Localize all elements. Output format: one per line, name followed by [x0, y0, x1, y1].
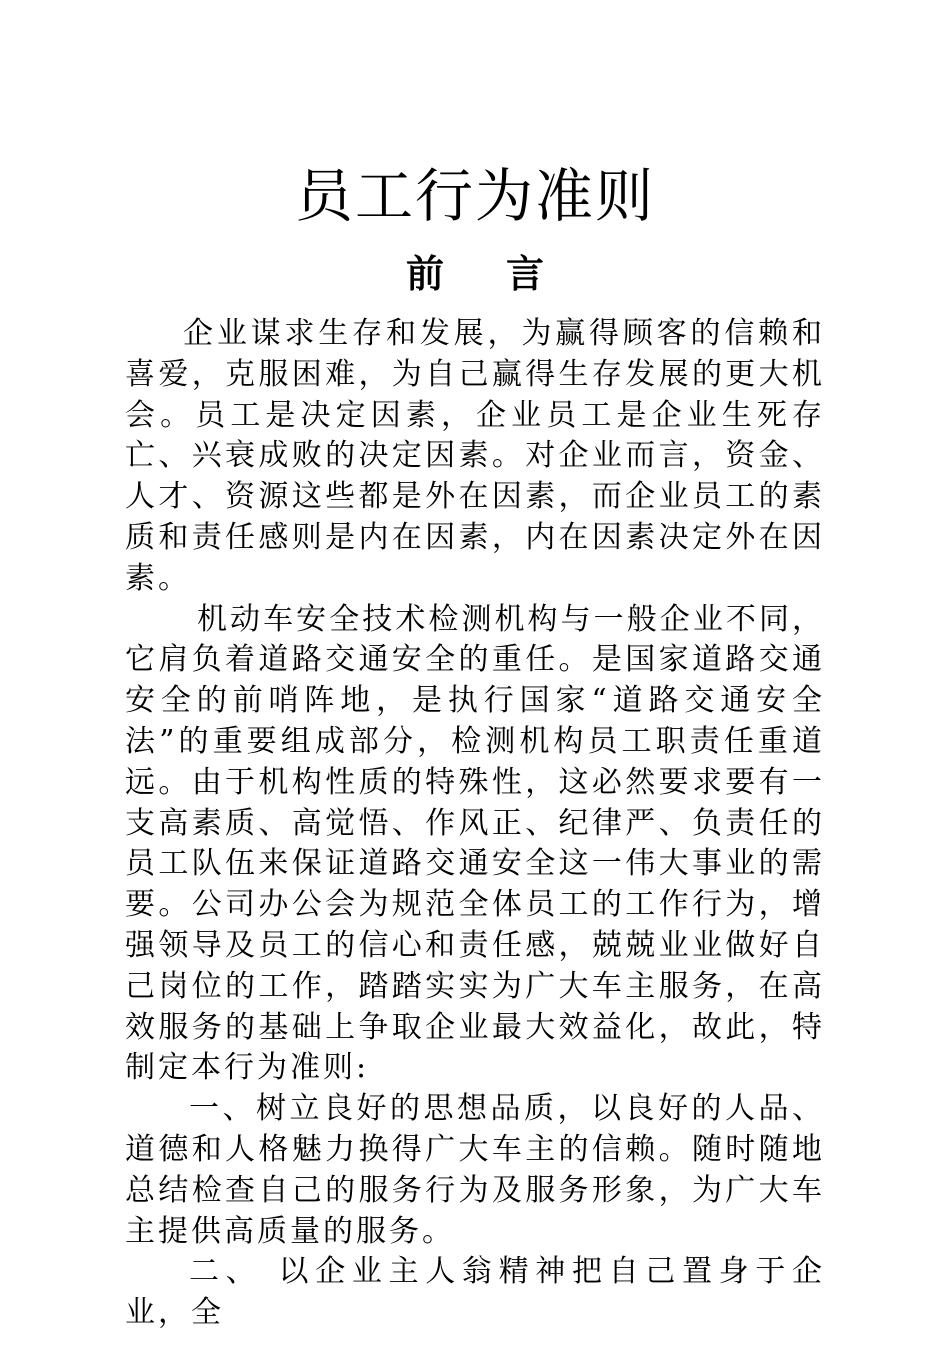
document-body	[125, 314, 825, 1334]
paragraph-background: 机动车安全技术检测机构与一般企业不同，它肩负着道路交通安全的重任。是国家道路交通安全的前哨阵地，是执行国家“道路交通安全法”的重要组成部分，检测机构员工职责任重道远。由于机构性质的特殊性，这必然要求要有一支高素质、高觉悟、作风正、纪律严、负责任的员工队伍来保证道路交通安全这一伟大事业的需要。公司办公会为规范全体员工的工作行为，增强领导及员工的信心和责任感，兢兢业业做好自己岗位的工作，踏踏实实为广大车主服务，在高效服务的基础上争取企业最大效益化，故此，特制定本行为准则:	[125, 601, 825, 1086]
document-title: 员工行为准则	[294, 162, 655, 230]
paragraph-rule-2: 二、 以企业主人翁精神把自己置身于企业，全	[125, 1254, 825, 1331]
paragraph-intro: 企业谋求生存和发展，为赢得顾客的信赖和喜爱，克服困难，为自己赢得生存发展的更大机会。员工是决定因素，企业员工是企业生死存亡、兴衰成败的决定因素。对企业而言，资金、人才、资源这些都是外在因素，而企业员工的素质和责任感则是内在因素，内在因素决定外在因素。	[125, 316, 825, 596]
section-heading-preface: 前言	[405, 251, 606, 296]
paragraph-rule-1: 一、树立良好的思想品质，以良好的人品、道德和人格魅力换得广大车主的信赖。随时随地总结检查自己的服务行为及服务形象，为广大车主提供高质量的服务。	[125, 1091, 825, 1249]
